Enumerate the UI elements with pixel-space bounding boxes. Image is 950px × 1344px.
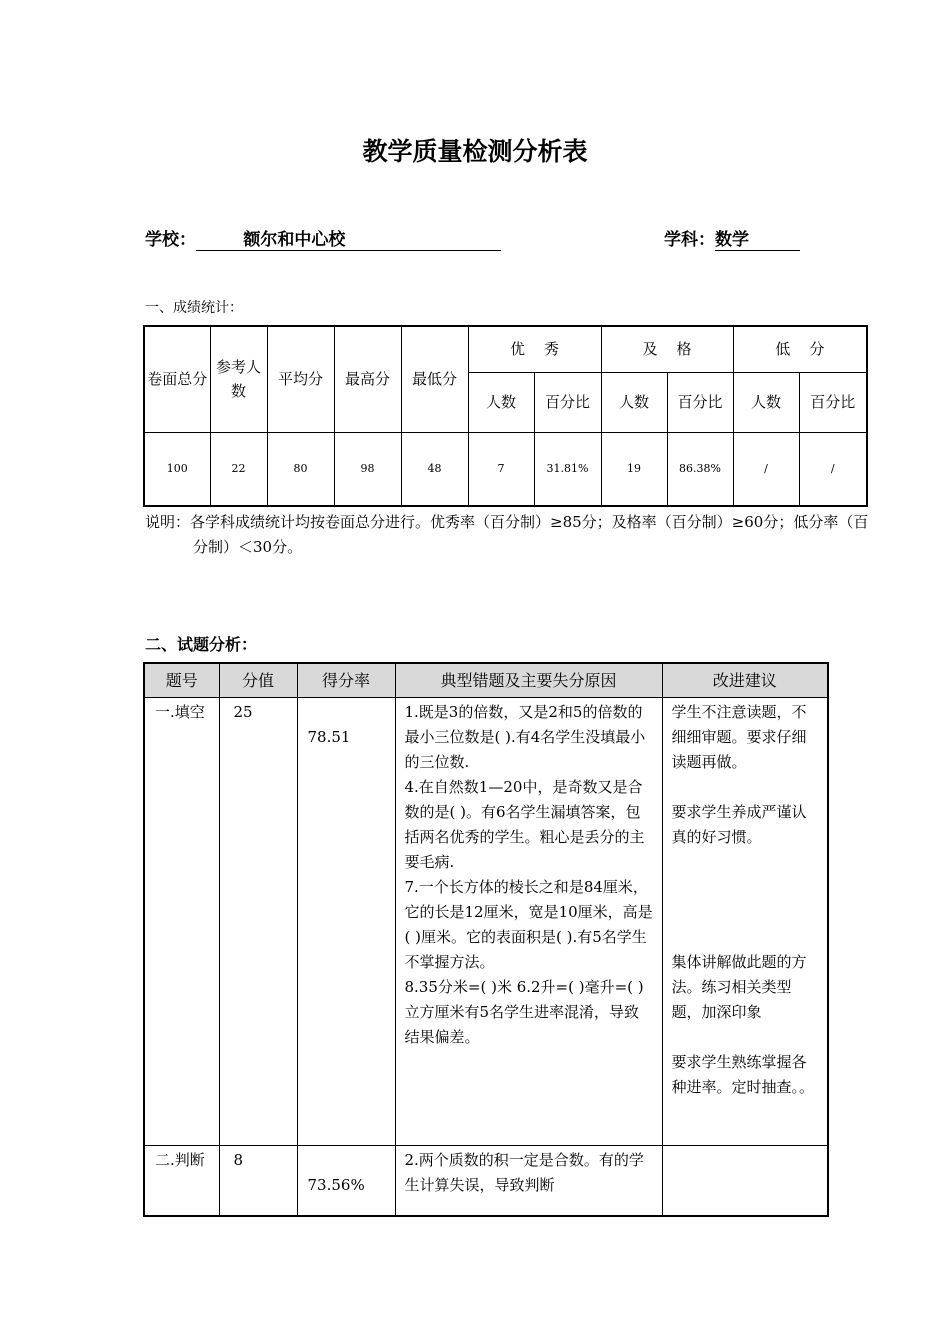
subject-value: 数学 [715, 230, 749, 250]
table-row [144, 698, 828, 1146]
col-header-suggestions: 改进建议 [662, 663, 828, 698]
error-item: 2.两个质数的积一定是合数。有的学生计算失误，导致判断 [404, 1151, 644, 1194]
col-header-errors: 典型错题及主要失分原因 [395, 663, 662, 698]
value-low-percent: / [799, 432, 867, 506]
header-total: 卷面总分 [144, 326, 210, 432]
header-excellent: 优 秀 [468, 326, 601, 372]
row-errors [395, 1146, 662, 1216]
error-item: 1.既是3的倍数，又是2和5的倍数的最小三位数是( ).有4名学生没填最小的三位数. [404, 703, 646, 771]
col-header-rate: 得分率 [297, 663, 395, 698]
header-low-count: 人数 [733, 372, 799, 432]
value-excellent-percent: 31.81% [534, 432, 601, 506]
table-row [144, 1146, 828, 1216]
col-header-number: 题号 [144, 663, 219, 698]
value-participants: 22 [210, 432, 267, 506]
value-pass-percent: 86.38% [667, 432, 733, 506]
subject-field [664, 225, 800, 251]
row-suggestions [662, 1146, 828, 1216]
value-total: 100 [144, 432, 210, 506]
header-low-percent: 百分比 [799, 372, 867, 432]
header-lowest: 最低分 [401, 326, 468, 432]
header-excellent-percent: 百分比 [534, 372, 601, 432]
header-pass: 及 格 [601, 326, 733, 372]
section1-heading: 一、成绩统计： [145, 300, 243, 316]
page-title: 教学质量检测分析表 [362, 137, 588, 166]
row-number: 二.判断 [144, 1146, 219, 1216]
header-participants: 参考人数 [210, 326, 267, 432]
header-low: 低 分 [733, 326, 867, 372]
header-highest: 最高分 [334, 326, 401, 432]
section2-heading: 二、试题分析： [145, 635, 258, 654]
value-average: 80 [267, 432, 334, 506]
error-item: 4.在自然数1—20中，是奇数又是合数的是( )。有6名学生漏填答案，包括两名优秀的学生。粗心是丢分的主要毛病. [404, 778, 645, 871]
school-field [145, 225, 501, 251]
row-score: 25 [219, 698, 297, 1146]
value-lowest: 48 [401, 432, 468, 506]
row-score: 8 [219, 1146, 297, 1216]
header-pass-percent: 百分比 [667, 372, 733, 432]
suggestion-item: 要求学生养成严谨认真的好习惯。 [671, 803, 807, 846]
suggestion-item: 集体讲解做此题的方法。练习相关类型题，加深印象 [671, 953, 807, 1021]
row-rate: 73.56% [297, 1146, 395, 1216]
value-low-count: / [733, 432, 799, 506]
suggestion-item: 学生不注意读题，不细细审题。要求仔细读题再做。 [671, 703, 807, 771]
school-label: 学校： [145, 230, 196, 250]
school-value-underline [196, 231, 501, 251]
score-stats-table [143, 325, 868, 507]
header-average: 平均分 [267, 326, 334, 432]
row-number: 一.填空 [144, 698, 219, 1146]
stats-note: 说明：各学科成绩统计均按卷面总分进行。优秀率（百分制）≥85分；及格率（百分制）≥60分；低分率（百分制）＜30分。 [145, 513, 869, 556]
question-analysis-table [143, 662, 829, 1217]
header-excellent-count: 人数 [468, 372, 534, 432]
subject-value-underline [715, 231, 800, 251]
row-errors [395, 698, 662, 1146]
suggestion-item: 要求学生熟练掌握各种进率。定时抽查。。 [671, 1053, 815, 1096]
col-header-score: 分值 [219, 663, 297, 698]
subject-label: 学科： [664, 230, 715, 250]
row-suggestions [662, 698, 828, 1146]
header-pass-count: 人数 [601, 372, 667, 432]
value-pass-count: 19 [601, 432, 667, 506]
row-rate: 78.51 [297, 698, 395, 1146]
value-excellent-count: 7 [468, 432, 534, 506]
value-highest: 98 [334, 432, 401, 506]
school-value: 额尔和中心校 [243, 230, 346, 250]
error-item: 7.一个长方体的棱长之和是84厘米，它的长是12厘米，宽是10厘米，高是( )厘米。它的表面积是( ).有5名学生不掌握方法。 [404, 878, 653, 971]
error-item: 8.35分米=( )米 6.2升=( )毫升=( )立方厘米有5名学生进率混淆，导致结果偏差。 [404, 978, 644, 1046]
